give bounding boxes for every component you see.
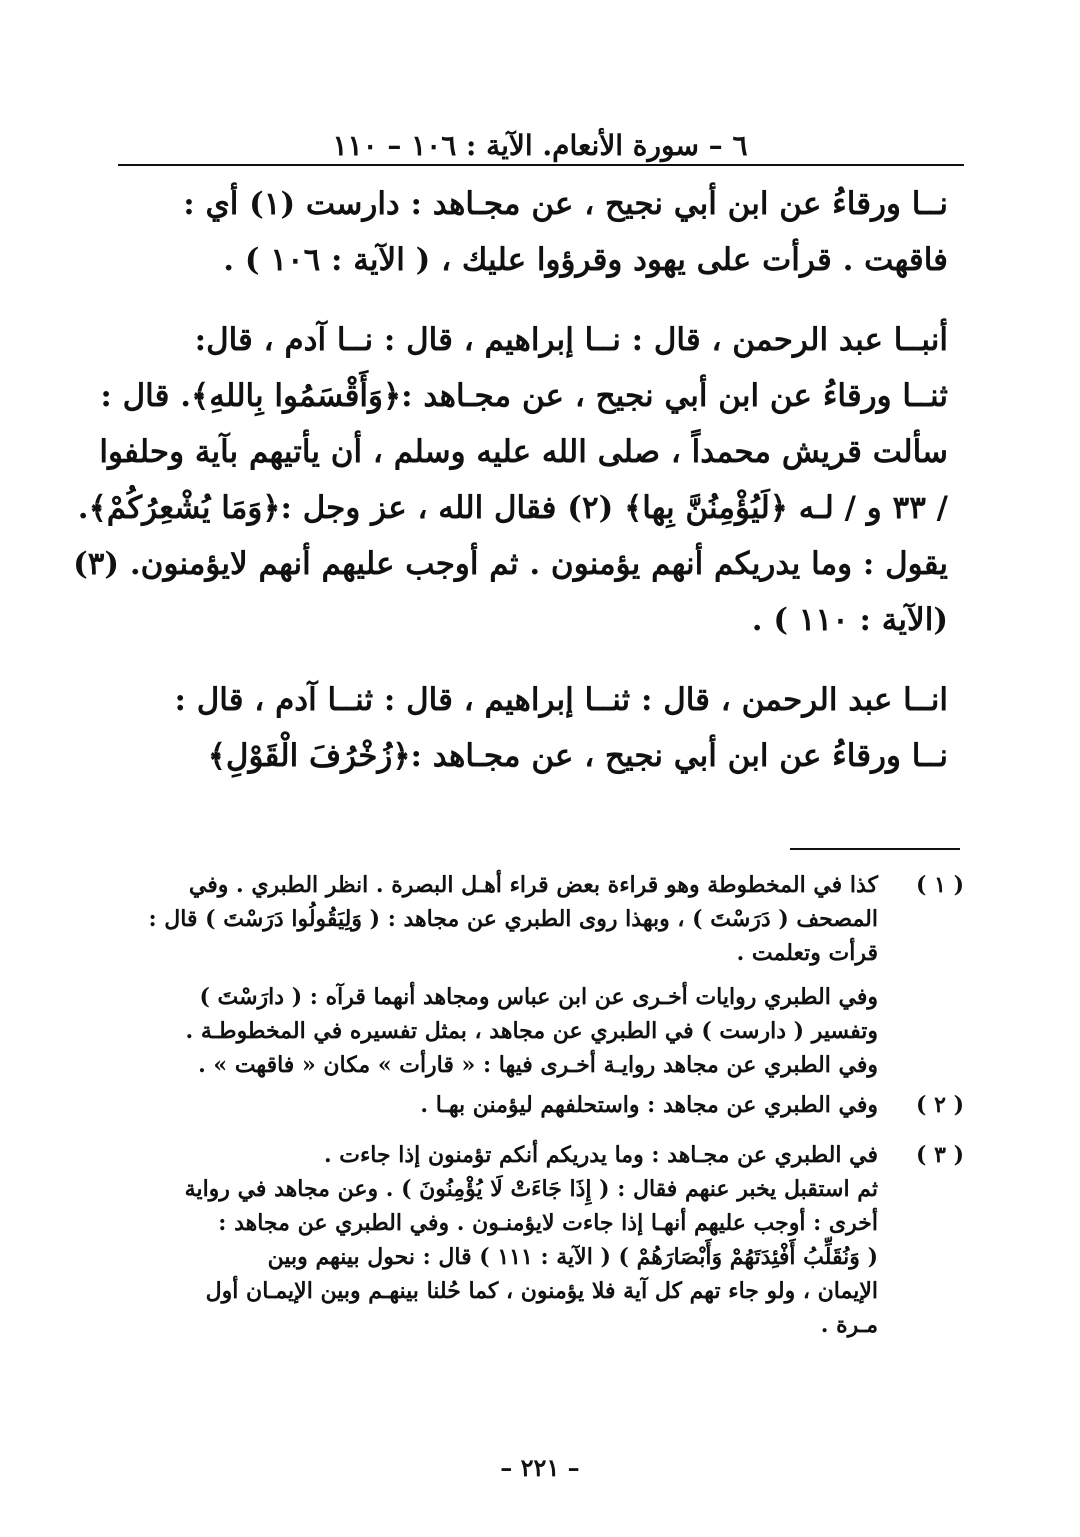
footnote-line: وفي الطبري عن مجاهد روايـة أخـرى فيها : « قارأت » مكان « فاقهت » .	[198, 1052, 878, 1078]
footnote-separator	[790, 848, 960, 850]
footnote-line: الإيمان ، ولو جاء تهم كل آية فلا يؤمنون ، كما حُلنا بينهـم وبين الإيمـان أول	[205, 1278, 878, 1304]
text-line: يقول : وما يدريكم أنهم يؤمنون . ثم أوجب عليهم أنهم لايؤمنون. (٣)	[73, 546, 948, 582]
page-number: – ٢٢١ –	[500, 1453, 580, 1482]
footnote-gap	[118, 1128, 964, 1138]
footnotes	[118, 868, 964, 1348]
footnote-line: قرأت وتعلمت .	[736, 940, 878, 966]
footnote-line: كذا في المخطوطة وهو قراءة بعض قراء أهـل البصرة . انظر الطبري . وفي	[188, 872, 878, 898]
running-header: ٦ – سورة الأنعام. الآية : ١٠٦ – ١١٠	[332, 129, 748, 162]
footnote-line: مـرة .	[820, 1312, 878, 1338]
main-text	[73, 176, 948, 784]
header-rule	[118, 164, 964, 166]
text-line: فاقهت . قرأت على يهود وقرؤوا عليك ، ( الآية : ١٠٦ ) .	[223, 242, 948, 278]
footnote-line: في الطبري عن مجـاهد : وما يدريكم أنكم تؤمنون إذا جاءت .	[323, 1142, 878, 1168]
footnote-gap	[118, 970, 878, 980]
footnote-3	[118, 1138, 964, 1342]
footnote-line: ثم استقبل يخبر عنهم فقال : ( إِذَا جَاءَتْ لَا يُؤْمِنُونَ ) . وعن مجاهد في رواية	[184, 1176, 878, 1202]
footnote-line: أخرى : أوجب عليهم أنهـا إذا جاءت لايؤمنـون . وفي الطبري عن مجاهد :	[218, 1210, 878, 1236]
footnote-number: ( ٣ )	[916, 1142, 964, 1168]
footnote-1	[118, 868, 964, 1082]
footnote-line: ( وَنُقَلِّبُ أَفْئِدَتَهُمْ وَأَبْصَارَهُمْ ) ( الآية : ١١١ ) قال : نحول بينهم وبين	[267, 1244, 878, 1270]
footnote-line: المصحف ( دَرَسْتَ ) ، وبهذا روى الطبري عن مجاهد : ( وَلِيَقُولُوا دَرَسْتَ ) قال :	[148, 906, 878, 932]
text-line: انــا عبد الرحمن ، قال : ثنــا إبراهيم ، قال : ثنــا آدم ، قال :	[174, 682, 948, 718]
footnote-line: وفي الطبري روايات أخـرى عن ابن عباس ومجاهد أنهما قرآه : ( دارَسْتَ )	[199, 984, 878, 1010]
text-line: ثنــا ورقاءُ عن ابن أبي نجيح ، عن مجـاهد :﴿وَأَقْسَمُوا بِاللهِ﴾. قال :	[100, 378, 948, 414]
footnote-line: وتفسير ( دارست ) في الطبري عن مجاهد ، بمثل تفسيره في المخطوطـة .	[185, 1018, 878, 1044]
text-line: / ٣٣ و / لـه ﴿لَيُؤْمِنُنَّ بِها﴾ (٢) فقال الله ، عز وجل :﴿وَمَا يُشْعِرُكُمْ﴾.	[77, 490, 948, 526]
footnote-2	[118, 1088, 964, 1122]
text-line: (الآية : ١١٠ ) .	[751, 602, 948, 638]
footnote-number: ( ٢ )	[916, 1092, 964, 1118]
footnote-line: وفي الطبري عن مجاهد : واستحلفهم ليؤمنن بهـا .	[420, 1092, 878, 1118]
paragraph-gap	[118, 288, 948, 312]
footnote-number: ( ١ )	[916, 872, 964, 898]
text-line: نــا ورقاءُ عن ابن أبي نجيح ، عن مجـاهد :﴿زُخْرُفَ الْقَوْلِ﴾	[207, 738, 948, 774]
text-line: نــا ورقاءُ عن ابن أبي نجيح ، عن مجـاهد : دارست (١) أي :	[183, 186, 948, 222]
paragraph-gap	[118, 648, 948, 672]
text-line: سألت قريش محمداً ، صلى الله عليه وسلم ، أن يأتيهم بآية وحلفوا	[99, 434, 948, 470]
text-line: أنبــا عبد الرحمن ، قال : نــا إبراهيم ، قال : نــا آدم ، قال:	[194, 322, 948, 358]
